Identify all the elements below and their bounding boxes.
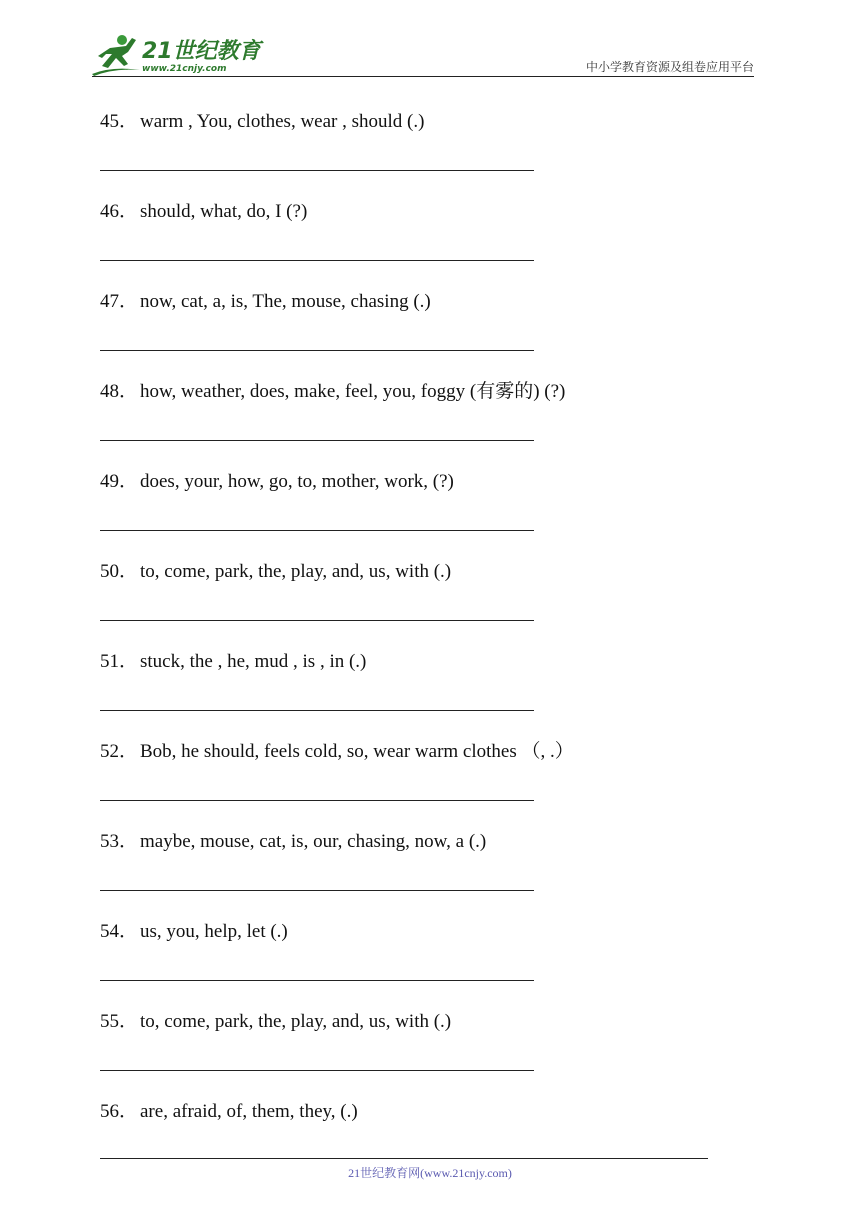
question-text bbox=[100, 471, 454, 493]
question-words: us, you, help, let (.) bbox=[140, 921, 288, 942]
answer-line[interactable] bbox=[100, 350, 534, 351]
header-divider bbox=[92, 76, 754, 77]
question-words: now, cat, a, is, The, mouse, chasing (.) bbox=[140, 291, 431, 312]
question-item bbox=[100, 1101, 800, 1161]
question-words: are, afraid, of, them, they, (.) bbox=[140, 1101, 358, 1122]
question-text bbox=[100, 291, 431, 313]
question-number: 45． bbox=[100, 111, 139, 132]
question-words: should, what, do, I (?) bbox=[140, 201, 308, 222]
question-text bbox=[100, 561, 451, 583]
answer-line[interactable] bbox=[100, 980, 534, 981]
answer-line[interactable] bbox=[100, 440, 534, 441]
answer-line[interactable] bbox=[100, 530, 534, 531]
question-number: 48． bbox=[100, 381, 139, 402]
question-words: does, your, how, go, to, mother, work, (?) bbox=[140, 471, 454, 492]
answer-line[interactable] bbox=[100, 170, 534, 171]
answer-line[interactable] bbox=[100, 890, 534, 891]
question-text bbox=[100, 741, 574, 763]
question-item bbox=[100, 561, 800, 621]
site-logo bbox=[92, 30, 262, 80]
question-number: 56． bbox=[100, 1101, 139, 1122]
question-text bbox=[100, 651, 366, 673]
logo-url: www.21cnjy.com bbox=[142, 64, 227, 74]
question-text bbox=[100, 381, 565, 403]
question-item bbox=[100, 831, 800, 891]
question-text bbox=[100, 1011, 451, 1033]
question-number: 47． bbox=[100, 291, 139, 312]
answer-line[interactable] bbox=[100, 710, 534, 711]
question-words: to, come, park, the, play, and, us, with (.) bbox=[140, 561, 452, 582]
question-item bbox=[100, 921, 800, 981]
question-number: 54． bbox=[100, 921, 139, 942]
question-item bbox=[100, 1011, 800, 1071]
question-number: 52． bbox=[100, 741, 139, 762]
answer-line[interactable] bbox=[100, 260, 534, 261]
question-item bbox=[100, 201, 800, 261]
question-words: Bob, he should, feels cold, so, wear warm clothes （, .） bbox=[140, 741, 574, 762]
question-words: stuck, the , he, mud , is , in (.) bbox=[140, 651, 367, 672]
question-item bbox=[100, 741, 800, 801]
page-header bbox=[0, 0, 860, 80]
logo-text: 21世纪教育 bbox=[142, 39, 261, 64]
question-words: maybe, mouse, cat, is, our, chasing, now, a (.) bbox=[140, 831, 487, 852]
question-number: 53． bbox=[100, 831, 139, 852]
question-number: 55． bbox=[100, 1011, 139, 1032]
question-text bbox=[100, 921, 288, 943]
question-text bbox=[100, 1101, 358, 1123]
question-item bbox=[100, 471, 800, 531]
question-item bbox=[100, 651, 800, 711]
question-number: 51． bbox=[100, 651, 139, 672]
question-text bbox=[100, 201, 307, 223]
question-number: 50． bbox=[100, 561, 139, 582]
question-text bbox=[100, 111, 424, 133]
question-words: to, come, park, the, play, and, us, with (.) bbox=[140, 1011, 452, 1032]
question-number: 46． bbox=[100, 201, 139, 222]
footer-divider bbox=[100, 1158, 708, 1159]
answer-line[interactable] bbox=[100, 1070, 534, 1071]
footer-text: 21世纪教育网(www.21cnjy.com) bbox=[348, 1166, 512, 1180]
runner-logo-icon bbox=[92, 34, 142, 76]
question-words: warm , You, clothes, wear , should (.) bbox=[140, 111, 425, 132]
answer-line[interactable] bbox=[100, 800, 534, 801]
answer-line[interactable] bbox=[100, 620, 534, 621]
question-item bbox=[100, 381, 800, 441]
question-text bbox=[100, 831, 486, 853]
question-item bbox=[100, 291, 800, 351]
question-words: how, weather, does, make, feel, you, foggy (有雾的) (?) bbox=[140, 381, 566, 402]
question-number: 49． bbox=[100, 471, 139, 492]
header-platform-text: 中小学教育资源及组卷应用平台 bbox=[585, 60, 754, 74]
question-item bbox=[100, 111, 800, 171]
